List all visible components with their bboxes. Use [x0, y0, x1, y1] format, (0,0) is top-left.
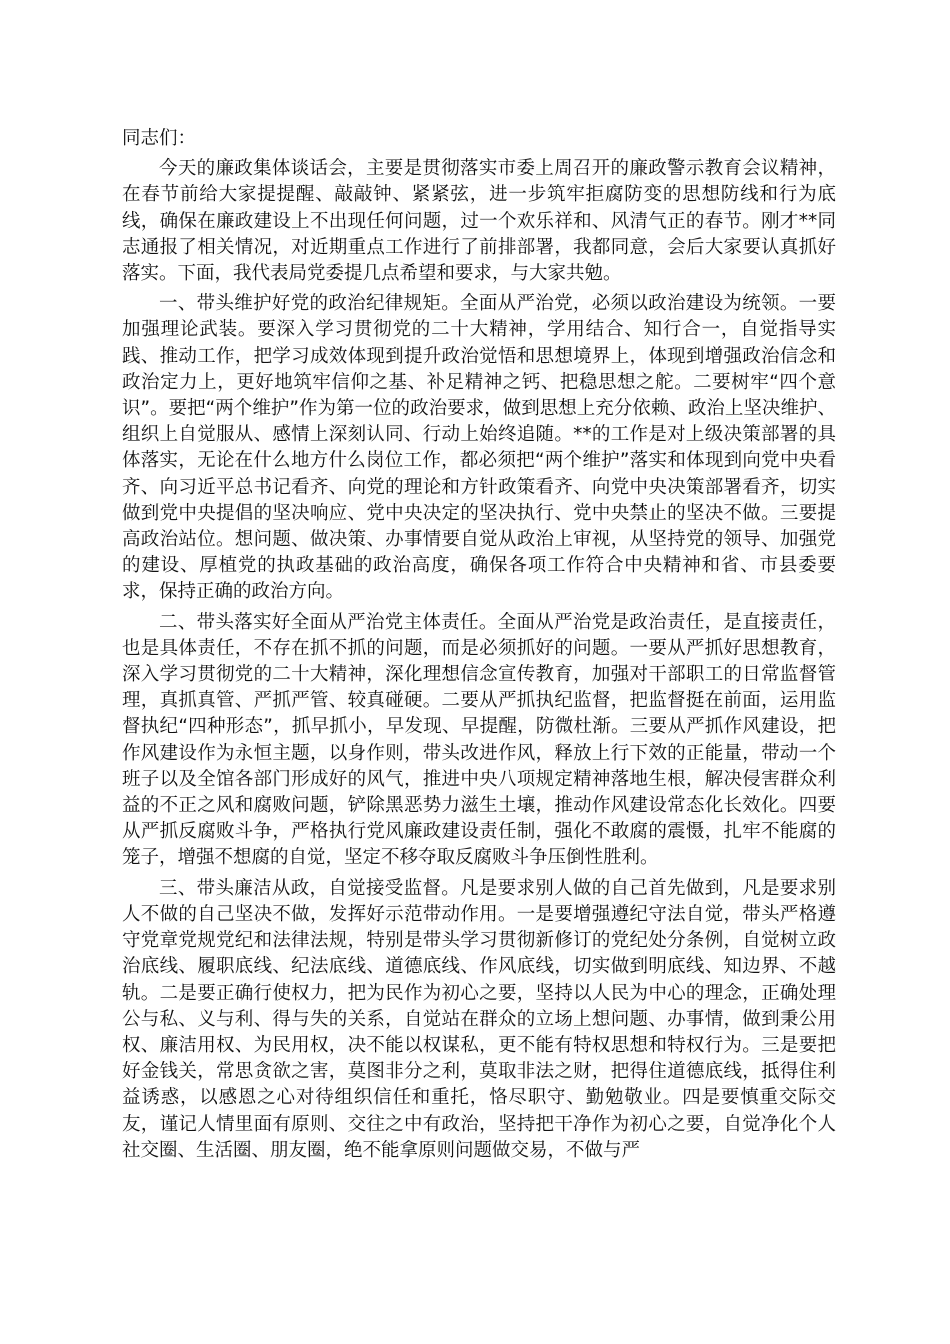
- section-two-paragraph: 二、带头落实好全面从严治党主体责任。全面从严治党是政治责任，是直接责任，也是具体责任，不存在抓不抓的问题，而是必须抓好的问题。一要从严抓好思想教育，深入学习贯彻党的二十大精神，深化理想信念宣传教育，加强对干部职工的日常监督管理，真抓真管、严抓严管、较真碰硬。二要从严抓执纪监督，把监督挺在前面，运用监督执纪“四种形态”，抓早抓小，早发现、早提醒，防微杜渐。三要从严抓作风建设，把作风建设作为永恒主题，以身作则，带头改进作风，释放上行下效的正能量，带动一个班子以及全馆各部门形成好的风气，推进中央八项规定精神落地生根，解决侵害群众利益的不正之风和腐败问题，铲除黑恶势力滋生土壤，推动作风建设常态化长效化。四要从严抓反腐败斗争，严格执行党风廉政建设责任制，强化不敢腐的震慑，扎牢不能腐的笼子，增强不想腐的自觉，坚定不移夺取反腐败斗争压倒性胜利。: [122, 611, 836, 869]
- salutation: 同志们：: [122, 128, 197, 149]
- section-three-paragraph: 三、带头廉洁从政，自觉接受监督。凡是要求别人做的自己首先做到，凡是要求别人不做的自己坚决不做，发挥好示范带动作用。一是要增强遵纪守法自觉，带头严格遵守党章党规党纪和法律法规，特别是带头学习贯彻新修订的党纪处分条例，自觉树立政治底线、履职底线、纪法底线、道德底线、作风底线，切实做到明底线、知边界、不越轨。二是要正确行使权力，把为民作为初心之要，坚持以人民为中心的理念，正确处理公与私、义与利、得与失的关系，自觉站在群众的立场上想问题、办事情，做到秉公用权、廉洁用权、为民用权，决不能以权谋私，更不能有特权思想和特权行为。三是要把好金钱关，常思贪欲之害，莫图非分之利，莫取非法之财，把得住道德底线，抵得住利益诱惑，以感恩之心对待组织信任和重托，恪尽职守、勤勉敬业。四是要慎重交际交友，谨记人情里面有原则、交往之中有政治，坚持把干净作为初心之要，自觉净化个人社交圈、生活圈、朋友圈，绝不能拿原则问题做交易，不做与严: [122, 877, 836, 1161]
- intro-paragraph: 今天的廉政集体谈话会，主要是贯彻落实市委上周召开的廉政警示教育会议精神，在春节前给大家提提醒、敲敲钟、紧紧弦，进一步筑牢拒腐防变的思想防线和行为底线，确保在廉政建设上不出现任何问题，过一个欢乐祥和、风清气正的春节。刚才**同志通报了相关情况，对近期重点工作进行了前排部署，我都同意，会后大家要认真抓好落实。下面，我代表局党委提几点希望和要求，与大家共勉。: [122, 158, 836, 285]
- section-one-paragraph: 一、带头维护好党的政治纪律规矩。全面从严治党，必须以政治建设为统领。一要加强理论武装。要深入学习贯彻党的二十大精神，学用结合、知行合一，自觉指导实践、推动工作，把学习成效体现到提升政治觉悟和思想境界上，体现到增强政治信念和政治定力上，更好地筑牢信仰之基、补足精神之钙、把稳思想之舵。二要树牢“四个意识”。要把“两个维护”作为第一位的政治要求，做到思想上充分依赖、政治上坚决维护、组织上自觉服从、感情上深刻认同、行动上始终追随。**的工作是对上级决策部署的具体落实，无论在什么地方什么岗位工作，都必须把“两个维护”落实和体现到向党中央看齐、向习近平总书记看齐、向党的理论和方针政策看齐、向党中央决策部署看齐，切实做到党中央提倡的坚决响应、党中央决定的坚决执行、党中央禁止的坚决不做。三要提高政治站位。想问题、做决策、办事情要自觉从政治上审视，从坚持党的领导、加强党的建设、厚植党的执政基础的政治高度，确保各项工作符合中央精神和省、市县委要求，保持正确的政治方向。: [122, 293, 836, 603]
- document-body: [122, 126, 836, 1168]
